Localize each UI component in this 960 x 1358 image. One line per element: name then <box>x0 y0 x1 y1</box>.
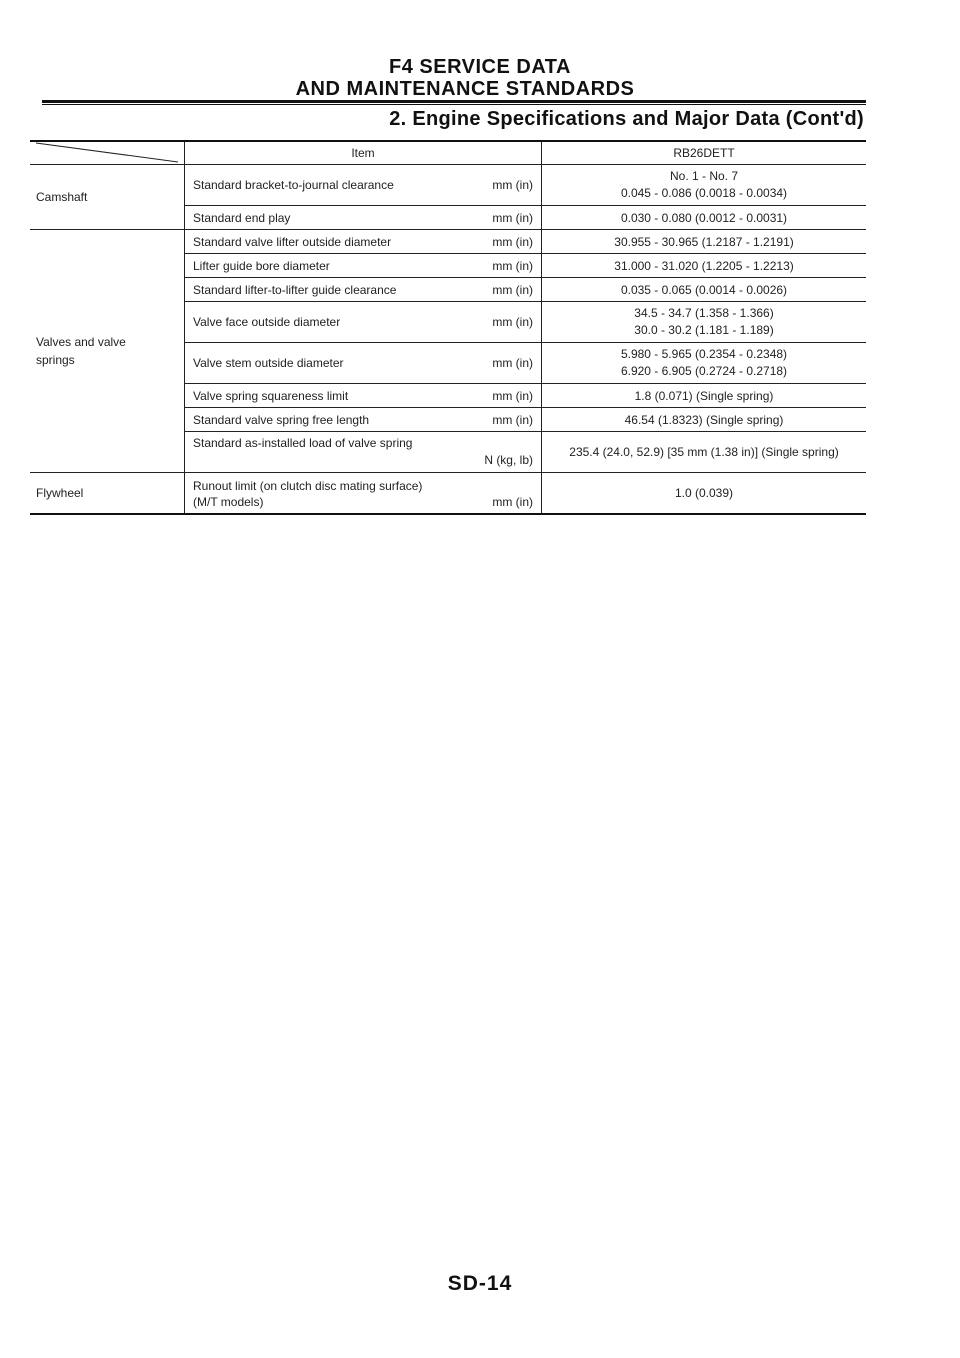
page-number: SD-14 <box>447 1272 513 1295</box>
item-unit: mm (in) <box>492 388 533 403</box>
item-label: Standard as-installed load of valve spring <box>193 436 413 450</box>
item-unit: mm (in) <box>492 258 533 273</box>
item-unit: mm (in) <box>492 178 533 192</box>
item-label: Valve spring squareness limit <box>193 388 349 403</box>
table-header-row <box>30 141 866 165</box>
item-unit: mm (in) <box>492 315 533 329</box>
section-subtitle: 2. Engine Specifications and Major Data (Cont'd) <box>389 108 864 130</box>
item-label: Valve face outside diameter <box>193 315 341 329</box>
header-rule-thick <box>42 100 866 103</box>
value-cell <box>542 165 867 206</box>
value-cell: 46.54 (1.8323) (Single spring) <box>542 408 867 432</box>
value-line: 30.0 - 30.2 (1.181 - 1.189) <box>634 323 774 337</box>
item-cell <box>185 432 542 473</box>
item-unit: N (kg, lb) <box>484 453 533 467</box>
value-line: 5.980 - 5.965 (0.2354 - 0.2348) <box>620 347 788 361</box>
header-item: Item <box>185 141 542 165</box>
header-rule-thin <box>42 104 866 105</box>
table-row <box>30 230 866 254</box>
title-line-1: F4 SERVICE DATA <box>389 56 571 78</box>
table-row <box>30 473 866 515</box>
table-row <box>30 165 866 206</box>
value-cell <box>542 302 867 343</box>
value-cell: 31.000 - 31.020 (1.2205 - 1.2213) <box>542 254 867 278</box>
item-cell <box>185 384 542 408</box>
item-label: Standard lifter-to-lifter guide clearance <box>193 282 397 297</box>
value-cell <box>542 343 867 384</box>
item-cell <box>185 302 542 343</box>
value-cell: 235.4 (24.0, 52.9) [35 mm (1.38 in)] (Single spring) <box>542 432 867 473</box>
value-cell: 1.8 (0.071) (Single spring) <box>542 384 867 408</box>
item-label: Lifter guide bore diameter <box>193 258 330 273</box>
item-label: Standard end play <box>193 210 291 225</box>
group-flywheel: Flywheel <box>30 473 185 515</box>
group-valves <box>30 230 185 473</box>
page-header <box>0 56 960 100</box>
value-line: 6.920 - 6.905 (0.2724 - 0.2718) <box>620 364 788 378</box>
group-camshaft: Camshaft <box>36 190 88 204</box>
item-cell <box>185 230 542 254</box>
item-cell <box>185 206 542 230</box>
item-unit: mm (in) <box>492 412 533 427</box>
item-cell <box>185 165 542 206</box>
value-line: 34.5 - 34.7 (1.358 - 1.366) <box>634 306 774 320</box>
item-cell <box>185 254 542 278</box>
spec-table <box>30 140 866 515</box>
item-unit: mm (in) <box>492 210 533 225</box>
item-unit: mm (in) <box>492 234 533 249</box>
item-cell <box>185 473 542 515</box>
item-cell <box>185 278 542 302</box>
value-cell: 1.0 (0.039) <box>542 473 867 515</box>
item-label: Valve stem outside diameter <box>193 356 344 370</box>
item-cell <box>185 343 542 384</box>
item-label: Runout limit (on clutch disc mating surface) <box>193 478 423 493</box>
item-unit: mm (in) <box>492 282 533 297</box>
group-valves-label: Valves and valve springs <box>36 335 126 367</box>
header-model: RB26DETT <box>542 141 867 165</box>
title-line-2: AND MAINTENANCE STANDARDS <box>295 78 635 100</box>
item-label: Standard bracket-to-journal clearance <box>193 178 394 192</box>
item-label-2: (M/T models) <box>193 494 264 509</box>
value-cell: 30.955 - 30.965 (1.2187 - 1.2191) <box>542 230 867 254</box>
value-line: No. 1 - No. 7 <box>669 169 739 183</box>
item-label: Standard valve lifter outside diameter <box>193 234 392 249</box>
header-blank-cell <box>30 141 185 165</box>
value-line: 0.045 - 0.086 (0.0018 - 0.0034) <box>620 186 788 200</box>
item-cell <box>185 408 542 432</box>
item-label: Standard valve spring free length <box>193 412 370 427</box>
value-cell: 0.035 - 0.065 (0.0014 - 0.0026) <box>542 278 867 302</box>
item-unit: mm (in) <box>492 356 533 370</box>
value-cell: 0.030 - 0.080 (0.0012 - 0.0031) <box>542 206 867 230</box>
item-unit: mm (in) <box>492 494 533 509</box>
